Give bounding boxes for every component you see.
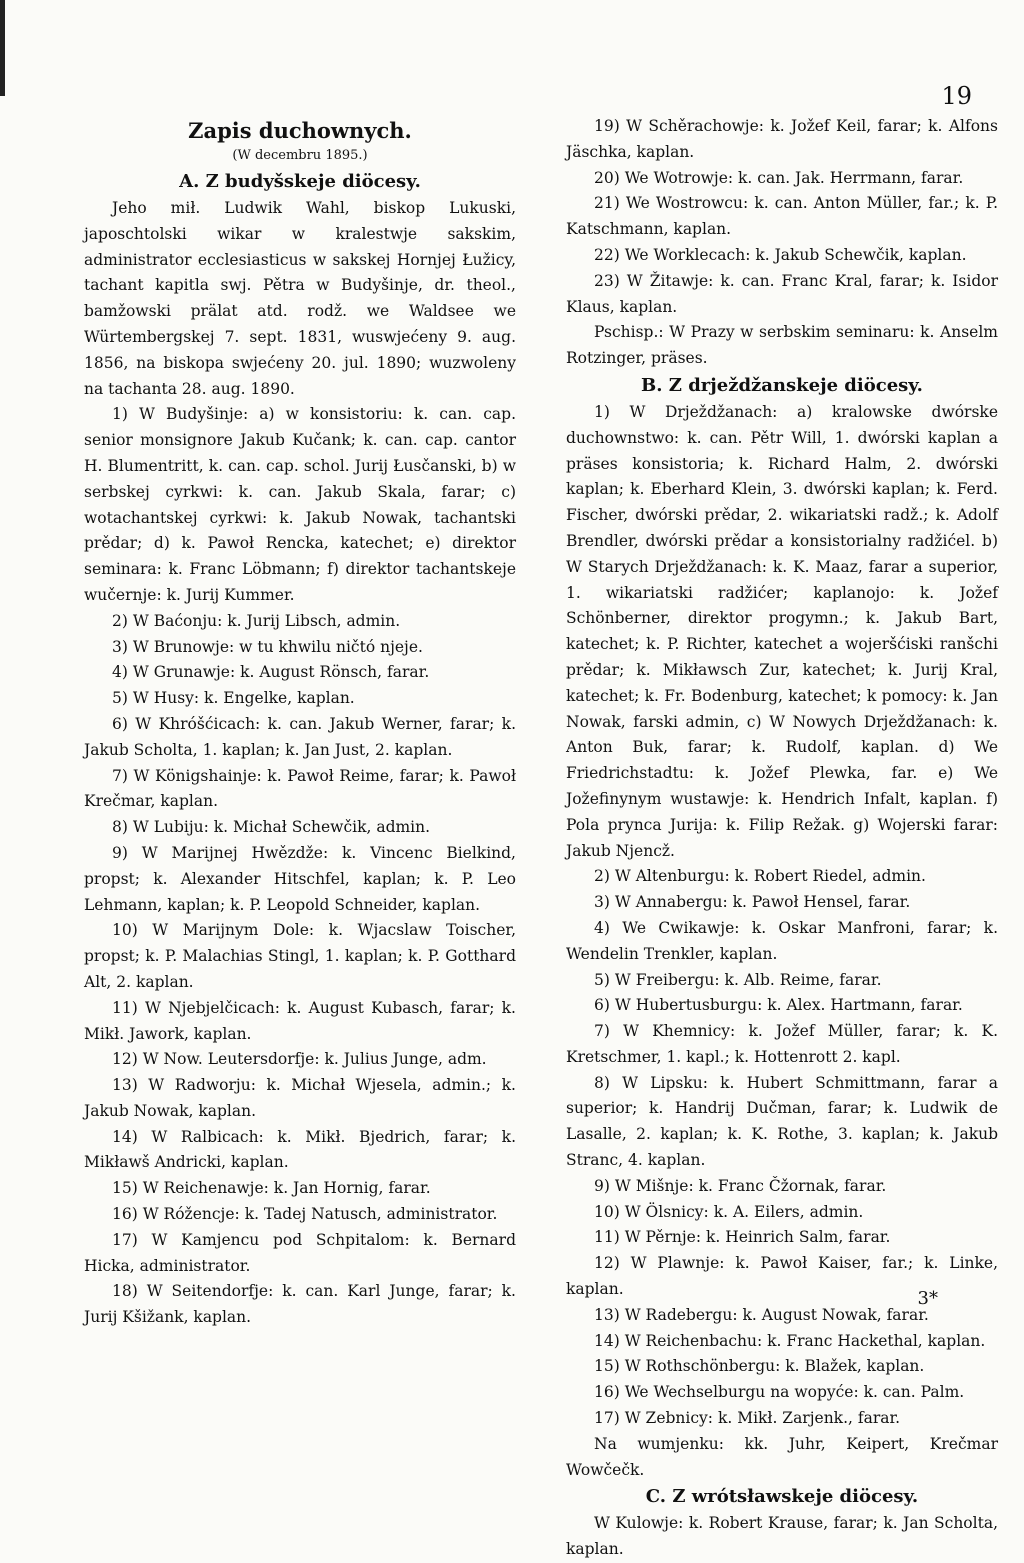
entry-paragraph: 21) We Wostrowcu: k. can. Anton Müller, far.; k. P. Katschmann, kaplan.	[566, 194, 998, 239]
right-top-paragraphs	[566, 114, 998, 372]
entry-paragraph: 5) W Freibergu: k. Alb. Reime, farar.	[594, 970, 882, 989]
entry-paragraph: 5) W Husy: k. Engelke, kaplan.	[112, 689, 355, 708]
entry-paragraph: 9) W Marijnej Hwězdže: k. Vincenc Bielkind, propst; k. Alexander Hitschfel, kaplan; k. P. Leo Lehmann, kaplan; k. P. Leopold Schneider, kaplan.	[84, 843, 516, 914]
entry-paragraph: 12) W Now. Leutersdorfje: k. Julius Junge, adm.	[112, 1050, 487, 1069]
entry-paragraph: 7) W Königshainje: k. Pawoł Reime, farar; k. Pawoł Krečmar, kaplan.	[84, 766, 516, 811]
right-column	[566, 114, 998, 1563]
entry-paragraph: 1) W Budyšinje: a) w konsistoriu: k. can. cap. senior monsignore Jakub Kučank; k. can. cap. cantor H. Blumentritt, k. can. cap. schol. Jurij Łusčanski, b) w serbskej cyrkwi: k. can. Jakub Skala, farar; c) wotachantskej cyrkwi: k. Jakub Nowak, tachantski prědar; d) k. Pawoł Rencka, katechet; e) direktor seminara: k. Franc Löbmann; f) direktor tachantskeje wučernje: k. Jurij Kummer.	[84, 405, 516, 604]
entry-paragraph: 1) W Drježdžanach: a) kralowske dwórske duchownstwo: k. can. Pětr Will, 1. dwórski kaplan a präses konsistoria; k. Richard Halm, 2. dwórski kaplan; k. Eberhard Klein, 3. dwórski kaplan; k. Ferd. Fischer, dwórski prědar, 2. wikariatski radž.; k. Adolf Brendler, dwórski prědar a konsistorialny radžićel. b) W Starych Drježdžanach: k. K. Maaz, farar a superior, 1. wikariatski radžićer; kaplanojo: k. Jožef Schönberner, direktor progymn.; k. Jakub Bart, katechet; k. P. Richter, katechet a wojeršćiski ranšchi prědar; k. Mikławsch Zur, katechet; k. Jurij Kral, katechet; k. Fr. Bodenburg, katechet; k pomocy: k. Jan Nowak, farski admin, c) W Nowych Drježdžanach: k. Anton Buk, farar; k. Rudolf, kaplan. d) We Friedrichstadtu: k. Jožef Plewka, far. e) We Jožefinynym wustawje: k. Hendrich Infalt, kaplan. f) Pola prynca Jurija: k. Filip Režak. g) Wojerski farar: Jakub Njencž.	[566, 402, 998, 860]
entry-paragraph: 12) W Plawnje: k. Pawoł Kaiser, far.; k. Linke, kaplan.	[566, 1254, 998, 1299]
entry-paragraph: 8) W Lubiju: k. Michał Schewčik, admin.	[112, 818, 431, 837]
entry-paragraph: 15) W Reichenawje: k. Jan Hornig, farar.	[112, 1179, 431, 1198]
entry-paragraph: 15) W Rothschönbergu: k. Blažek, kaplan.	[594, 1357, 925, 1376]
entry-paragraph: 3) W Annabergu: k. Pawoł Hensel, farar.	[594, 893, 911, 912]
entry-paragraph: 8) W Lipsku: k. Hubert Schmittmann, farar a superior; k. Handrij Dučman, farar; k. Ludwik de Lasalle, 2. kaplan; k. K. Rothe, 3. kaplan; k. Jakub Stranc, 4. kaplan.	[566, 1073, 998, 1170]
entry-paragraph: 4) We Cwikawje: k. Oskar Manfroni, farar; k. Wendelin Trenkler, kaplan.	[566, 918, 998, 963]
left-paragraphs	[84, 196, 516, 1331]
issue-date: (W decembru 1895.)	[232, 148, 368, 163]
entry-paragraph: 16) We Wechselburgu na wopyće: k. can. Palm.	[594, 1383, 965, 1402]
entry-paragraph: 13) W Radworju: k. Michał Wjesela, admin.; k. Jakub Nowak, kaplan.	[84, 1076, 516, 1120]
entry-paragraph: 10) W Marijnym Dole: k. Wjacslaw Toischer, propst; k. P. Malachias Stingl, 1. kaplan; k. P. Gotthard Alt, 2. kaplan.	[84, 921, 516, 991]
entry-paragraph: W Kulowje: k. Robert Krause, farar; k. Jan Scholta, kaplan.	[566, 1514, 998, 1559]
entry-paragraph: 22) We Worklecach: k. Jakub Schewčik, kaplan.	[594, 245, 967, 264]
entry-paragraph: 17) W Kamjencu pod Schpitalom: k. Bernard Hicka, administrator.	[84, 1230, 516, 1275]
entry-paragraph: Na wumjenku: kk. Juhr, Keipert, Krečmar Wowčečk.	[566, 1434, 998, 1479]
entry-paragraph: 16) W Róžencje: k. Tadej Natusch, administrator.	[112, 1205, 498, 1224]
entry-paragraph: 13) W Radebergu: k. August Nowak, farar.	[594, 1305, 929, 1324]
entry-paragraph: Jeho mił. Ludwik Wahl, biskop Lukuski, japoschtolski wikar w kralestwje sakskim, administrator ecclesiasticus w sakskej Hornjej Łužicy, tachant kapitla swj. Pětra w Budyšinje, dr. theol., bamžowski prälat atd. rodž. we Waldsee we Würtembergskej 7. sept. 1831, wuswjećeny 9. aug. 1856, na biskopa swjećeny 20. jul. 1890; wuzwoleny na tachanta 28. aug. 1890.	[84, 199, 516, 398]
entry-paragraph: 11) W Pěrnje: k. Heinrich Salm, farar.	[594, 1228, 891, 1247]
entry-paragraph: 2) W Baćonju: k. Jurij Libsch, admin.	[112, 611, 401, 630]
entry-paragraph: 19) W Schěrachowje: k. Jožef Keil, farar; k. Alfons Jäschka, kaplan.	[566, 117, 998, 161]
entry-paragraph: 6) W Khróšćicach: k. can. Jakub Werner, farar; k. Jakub Scholta, 1. kaplan; k. Jan Just, 2. kaplan.	[84, 714, 516, 759]
signature-mark: 3*	[917, 1288, 938, 1309]
section-c-paragraphs	[566, 1511, 998, 1563]
page-edge-mark	[0, 0, 5, 96]
page-number: 19	[941, 82, 972, 110]
entry-paragraph: 4) W Grunawje: k. August Rönsch, farar.	[112, 663, 430, 682]
entry-paragraph: 23) W Žitawje: k. can. Franc Kral, farar; k. Isidor Klaus, kaplan.	[566, 271, 998, 316]
entry-paragraph: 11) W Njebjelčicach: k. August Kubasch, farar; k. Mikł. Jawork, kaplan.	[84, 998, 516, 1043]
entry-paragraph: 10) W Ölsnicy: k. A. Eilers, admin.	[594, 1202, 864, 1221]
entry-paragraph: 9) W Mišnje: k. Franc Čžornak, farar.	[594, 1176, 887, 1195]
entry-paragraph: 2) W Altenburgu: k. Robert Riedel, admin.	[594, 867, 926, 886]
entry-paragraph: Pschisp.: W Prazy w serbskim seminaru: k. Anselm Rotzinger, präses.	[566, 323, 998, 368]
left-column	[84, 112, 516, 1331]
entry-paragraph: 14) W Reichenbachu: k. Franc Hackethal, kaplan.	[594, 1331, 986, 1350]
entry-paragraph: 14) W Ralbicach: k. Mikł. Bjedrich, farar; k. Mikławš Andricki, kaplan.	[84, 1127, 516, 1172]
entry-paragraph: 17) W Zebnicy: k. Mikł. Zarjenk., farar.	[594, 1409, 901, 1428]
page-title: Zapis duchownych.	[188, 118, 412, 143]
section-b-paragraphs	[566, 400, 998, 1483]
entry-paragraph: 20) We Wotrowje: k. can. Jak. Herrmann, farar.	[594, 168, 964, 187]
section-c-heading: C. Z wrótsławskeje diöcesy.	[645, 1486, 919, 1508]
entry-paragraph: 6) W Hubertusburgu: k. Alex. Hartmann, farar.	[594, 996, 963, 1015]
section-a-heading: A. Z budyšskeje diöcesy.	[179, 171, 421, 192]
entry-paragraph: 18) W Seitendorfje: k. can. Karl Junge, farar; k. Jurij Kšižank, kaplan.	[84, 1282, 516, 1327]
entry-paragraph: 3) W Brunowje: w tu khwilu ničtó njeje.	[112, 637, 423, 656]
section-b-heading: B. Z drježdžanskeje diöcesy.	[641, 374, 923, 396]
entry-paragraph: 7) W Khemnicy: k. Jožef Müller, farar; k. K. Kretschmer, 1. kapl.; k. Hottenrott 2. kapl.	[566, 1022, 998, 1066]
